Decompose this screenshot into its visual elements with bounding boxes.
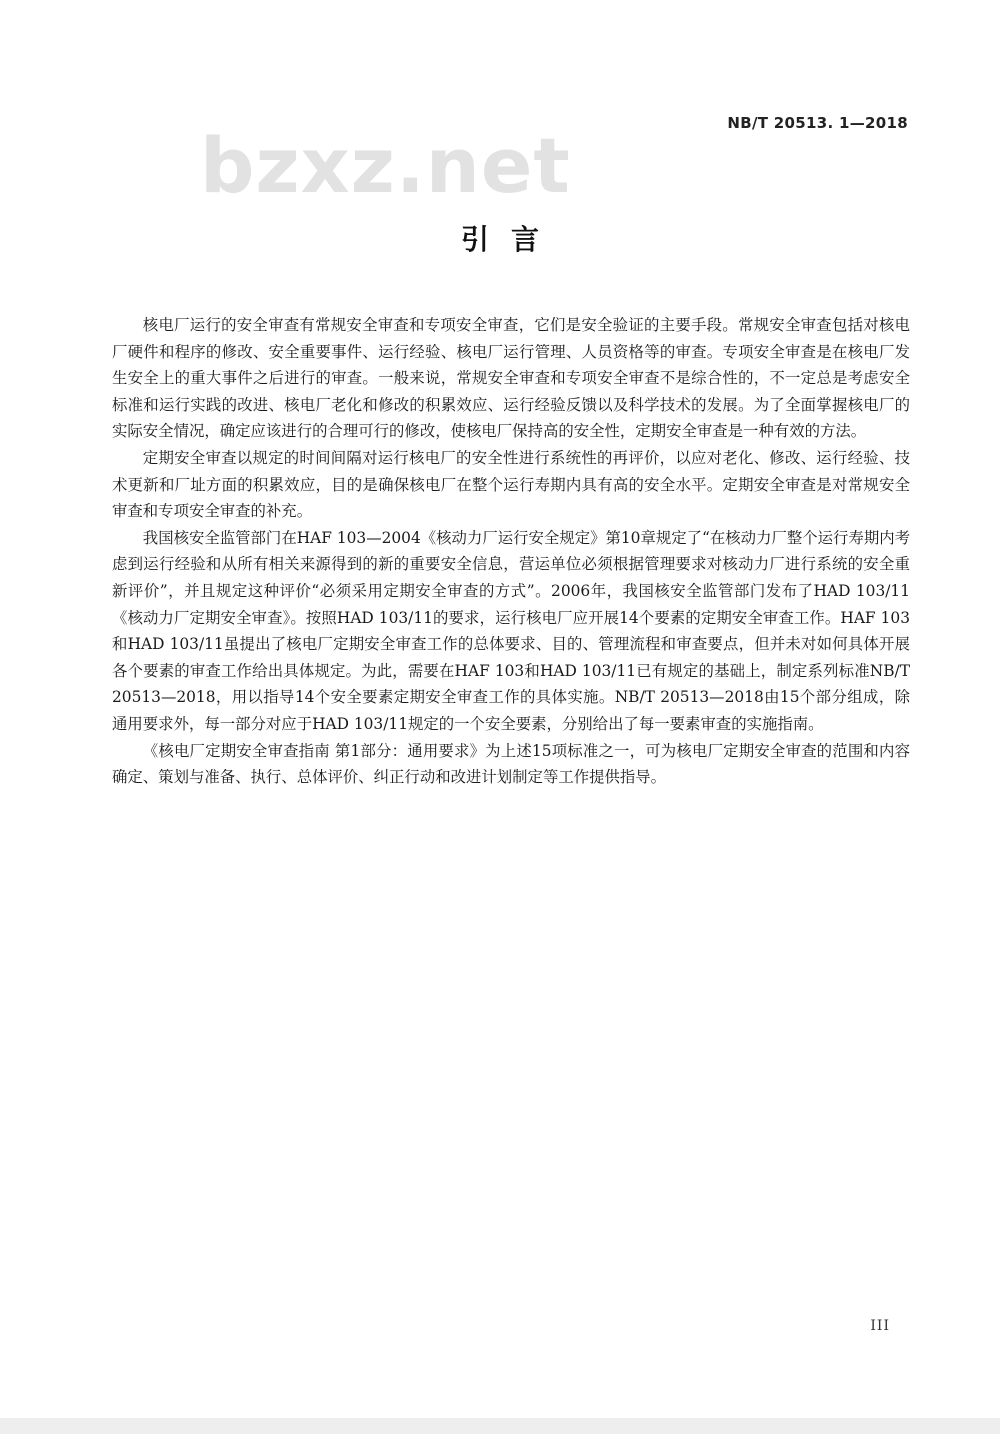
page-title: 引言 [460, 223, 561, 256]
page-number: III [870, 1318, 890, 1334]
bottom-strip [0, 1418, 1000, 1434]
paragraph-4: 《核电厂定期安全审查指南 第1部分：通用要求》为上述15项标准之一，可为核电厂定期安全审查的范围和内容确定、策划与准备、执行、总体评价、纠正行动和改进计划制定等工作提供指导。 [112, 741, 910, 787]
paragraph-1: 核电厂运行的安全审查有常规安全审查和专项安全审查，它们是安全验证的主要手段。常规安全审查包括对核电厂硬件和程序的修改、安全重要事件、运行经验、核电厂运行管理、人员资格等的审查。专项安全审查是在核电厂发生安全上的重大事件之后进行的审查。一般来说，常规安全审查和专项安全审查不是综合性的，不一定总是考虑安全标准和运行实践的改进、核电厂老化和修改的积累效应、运行经验反馈以及科学技术的发展。为了全面掌握核电厂的实际安全情况，确定应该进行的合理可行的修改，使核电厂保持高的安全性，定期安全审查是一种有效的方法。 [112, 316, 910, 441]
body-text [112, 312, 910, 791]
paragraph-2: 定期安全审查以规定的时间间隔对运行核电厂的安全性进行系统性的再评价，以应对老化、修改、运行经验、技术更新和厂址方面的积累效应，目的是确保核电厂在整个运行寿期内具有高的安全水平。定期安全审查是对常规安全审查和专项安全审查的补充。 [112, 448, 910, 521]
standard-number: NB/T 20513. 1—2018 [727, 114, 908, 132]
watermark: bzxz.net [200, 121, 571, 210]
paragraph-3: 我国核安全监管部门在HAF 103—2004《核动力厂运行安全规定》第10章规定了“在核动力厂整个运行寿期内考虑到运行经验和从所有相关来源得到的新的重要安全信息，营运单位必须根据管理要求对核动力厂进行系统的安全重新评价”，并且规定这种评价“必须采用定期安全审查的方式”。2006年，我国核安全监管部门发布了HAD 103/11《核动力厂定期安全审查》。按照HAD 103/11的要求，运行核电厂应开展14个要素的定期安全审查工作。HAF 103和HAD 103/11虽提出了核电厂定期安全审查工作的总体要求、目的、管理流程和审查要点，但并未对如何具体开展各个要素的审查工作给出具体规定。为此，需要在HAF 103和HAD 103/11已有规定的基础上，制定系列标准NB/T 20513—2018，用以指导14个安全要素定期安全审查工作的具体实施。NB/T 20513—2018由15个部分组成，除通用要求外，每一部分对应于HAD 103/11规定的一个安全要素，分别给出了每一要素审查的实施指南。 [112, 528, 911, 733]
